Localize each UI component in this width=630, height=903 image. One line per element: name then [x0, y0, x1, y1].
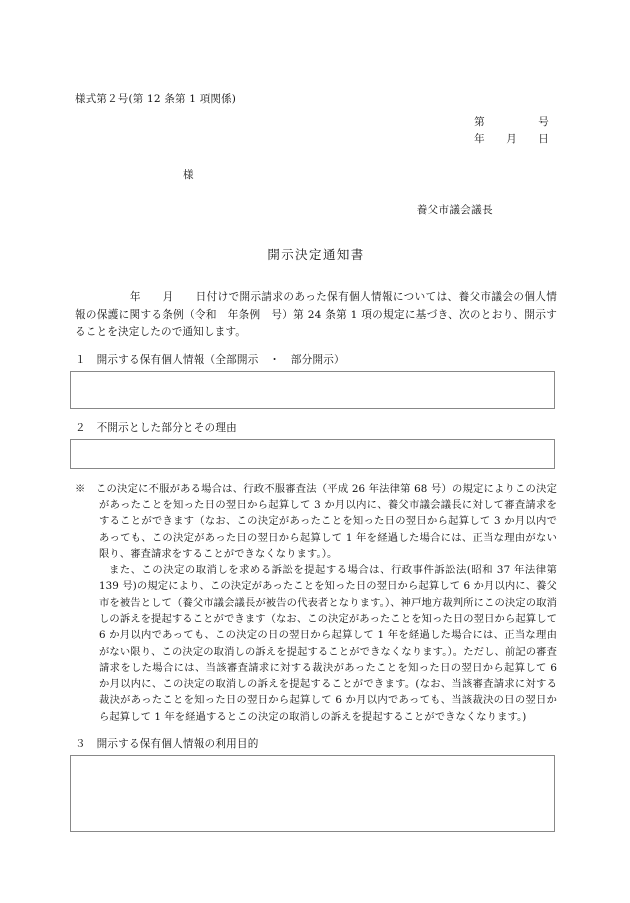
section-2-input-box[interactable] — [70, 439, 555, 469]
legal-notice-paragraph-2: また、この決定の取消しを求める訴訟を提起する場合は、行政事件訴訟法(昭和 37 年法律第 139 号)の規定により、この決定があったことを知った日の翌日から起算して 6 か月以内に、養父市を被告として（養父市議会議長が被告の代表者となります。）、神戸地方裁判所にこの決定の取消しの訴えを提起することができます（なお、この決定があったことを知った日の翌日から起算して 6 か月以内であっても、この決定の日の翌日から起算して 1 年を経過した場合には、正当な理由がない限り、この決定の取消しの訴えを提起することができなくなります。）。ただし、前記の審査請求をした場合には、当該審査請求に対する裁決があったことを知った日の翌日から起算して 6 か月以内に、この決定の取消しの訴えを提起することができます。(なお、当該審査請求に対する裁決があったことを知った日の翌日から起算して 6 か月以内であっても、当該裁決の日の翌日から起算して 1 年を経過するとこの決定の取消しの訴えを提起することができなくなります。) — [99, 564, 557, 723]
section-3-heading: ３ 開示する保有個人情報の利用目的 — [75, 737, 259, 750]
issuer-name: 養父市議会議長 — [416, 204, 493, 217]
form-number: 様式第２号(第 12 条第 1 項関係) — [75, 93, 237, 105]
section-2-heading: ２ 不開示とした部分とその理由 — [75, 421, 237, 434]
legal-notice-paragraph-1 — [75, 481, 557, 562]
reference-date-field[interactable]: 年 月 日 — [474, 133, 549, 146]
note-mark-symbol: ※ — [75, 482, 86, 495]
document-content — [75, 92, 557, 832]
legal-notice-block — [75, 481, 557, 725]
reference-block — [75, 114, 557, 149]
reference-number-field[interactable]: 第 号 — [474, 115, 549, 128]
section-1-heading: １ 開示する保有個人情報（全部開示 ・ 部分開示） — [75, 353, 345, 366]
addressee-field[interactable]: 様 — [183, 169, 194, 182]
section-3-input-box[interactable] — [70, 755, 555, 832]
section-1-input-box[interactable] — [70, 371, 555, 409]
page-title: 開示決定通知書 — [267, 247, 365, 263]
legal-notice-text-1: この決定に不服がある場合は、行政不服審査法（平成 26 年法律第 68 号）の規定によりこの決定があったことを知った日の翌日から起算して 3 か月以内に、養父市議会議長に対して審査請求をすることができます（なお、この決定があったことを知った日の翌日から起算して 3 か月以内であっても、この決定があった日の翌日から起算して 1 年を経過した場合には、正当な理由がない限り、審査請求をすることができなくなります。）。 — [85, 482, 557, 560]
intro-paragraph: 年 月 日付けで開示請求のあった保有個人情報については、養父市議会の個人情報の保護に関する条例（令和 年条例 号）第 24 条第 1 項の規定に基づき、次のとおり、開示することを決定したので通知します。 — [75, 291, 557, 338]
